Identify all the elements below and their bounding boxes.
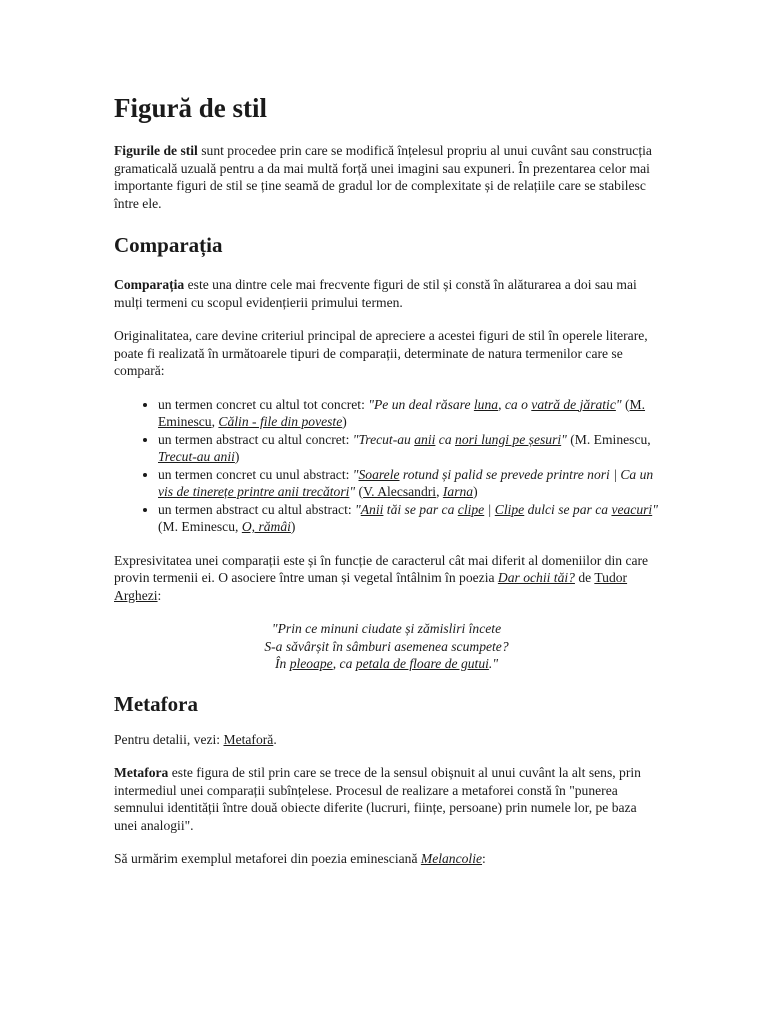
citation-text: ) [473, 484, 478, 499]
p2-text: Să urmărim exemplul metaforei din poezia eminesciană [114, 851, 421, 866]
link-clipe[interactable]: clipe [457, 501, 485, 517]
p3-text: de [574, 570, 595, 585]
quote-text: dulci se par ca [524, 501, 612, 517]
quote-text: rotund și palid se prevede printre nori | Ca un [399, 466, 654, 482]
article-content [114, 88, 659, 868]
citation-text: ) [290, 519, 296, 534]
poem-text: ." [488, 656, 499, 671]
quote-text: tăi se par ca [383, 501, 458, 517]
quote-text: " [352, 466, 359, 482]
comparatia-paragraph-2: Originalitatea, care devine criteriul principal de apreciere a acestei figuri de stil în operele literare, poate fi realizată în următoarele tipuri de comparații, determinate de natura termenilor care se compară: [114, 328, 648, 378]
quote-text: "Pe un deal răsare [368, 396, 474, 412]
quote-text: , ca o [498, 396, 532, 412]
link-poem-dar-ochii-tai[interactable]: Dar ochii tăi? [497, 570, 575, 585]
quote-text: "Trecut-au [352, 431, 415, 447]
p2-text: : [482, 851, 486, 866]
link-clipe-2[interactable]: Clipe [494, 501, 525, 517]
link-melancolie[interactable]: Melancolie [420, 851, 483, 866]
metafora-paragraph-2 [114, 850, 659, 868]
poem-quote [114, 620, 659, 673]
comparison-types-list [114, 396, 659, 536]
poem-text: În [274, 656, 290, 671]
page-title: Figură de stil [114, 93, 267, 123]
link-author-arghezi[interactable]: Tudor Arghezi [114, 570, 628, 603]
citation-text: (M. Eminescu, [158, 519, 242, 534]
quote-text: " [355, 501, 361, 517]
quote-text: " [615, 396, 622, 412]
link-petala-de-floare[interactable]: petala de floare de gutui [355, 656, 489, 671]
item-lead: un termen abstract cu altul abstract: [158, 501, 356, 517]
poem-line-2: S-a săvârșit în sâmburi asemenea scumpete? [264, 638, 509, 654]
metafora-p1-text: este figura de stil prin care se trece de la sensul obișnuit al unui cuvânt la alt sens, prin intermediul unei comparații subînțelese. Procesul de realizare a metaforei constă în "punerea semnului identității între două obiecte diferite (lucruri, ființe, persoane) prin numele lor, pe baza unei analogii". [114, 765, 641, 833]
item-lead: un termen concret cu altul tot concret: [158, 396, 369, 412]
comparatia-paragraph-3 [114, 552, 659, 605]
metafora-bold-term: Metafora [114, 765, 169, 780]
section-heading-metafora: Metafora [114, 691, 198, 716]
citation-text: ) [234, 449, 240, 464]
link-author-alecsandri[interactable]: V. Alecsandri [363, 484, 437, 499]
comparatia-paragraph-1 [114, 276, 659, 311]
citation-text: ( [621, 396, 630, 412]
citation-text: , [211, 414, 219, 429]
metafora-detail-note [114, 731, 659, 749]
link-work-iarna[interactable]: Iarna [442, 484, 474, 499]
comparatia-p1-text: este una dintre cele mai frecvente figuri de stil și constă în alăturarea a doi sau mai mulți termeni cu scopul evidențierii primului termen. [114, 277, 637, 310]
item-quote [353, 432, 567, 447]
citation-text: ( [355, 484, 364, 499]
intro-paragraph [114, 142, 659, 212]
link-work-calin[interactable]: Călin - file din poveste [218, 414, 343, 429]
item-lead: un termen concret cu unul abstract: [158, 466, 353, 482]
item-lead: un termen abstract cu altul concret: [158, 431, 353, 447]
intro-bold-term: Figurile de stil [114, 143, 198, 158]
section-heading-comparatia: Comparația [114, 233, 223, 257]
link-author-eminescu[interactable]: M. Eminescu [158, 396, 646, 429]
quote-text: " [652, 501, 658, 517]
poem-line-1: "Prin ce minuni ciudate și zămisliri încete [271, 621, 502, 636]
poem-line-3 [114, 655, 659, 673]
quote-text: " [349, 484, 356, 499]
link-veacuri[interactable]: veacuri [611, 501, 653, 517]
link-pleoape[interactable]: pleoape [289, 656, 333, 671]
link-anii-2[interactable]: Anii [360, 501, 384, 517]
list-item [158, 466, 659, 501]
list-item [158, 431, 659, 466]
citation-text: (M. Eminescu, [566, 431, 651, 447]
link-vatra-de-jaratic[interactable]: vatră de jăratic [531, 396, 616, 412]
citation-text: , [436, 484, 443, 499]
citation-text: ) [342, 414, 347, 429]
intro-text: sunt procedee prin care se modifică înțelesul propriu al unui cuvânt sau construcția gramaticală uzuală pentru a da mai multă forță unei imagini sau expuneri. În prezentarea celor mai importante figuri de stil se ține seamă de gradul lor de complexitate și de relațiile care se stabilesc între ele. [114, 143, 652, 211]
item-quote [355, 502, 658, 517]
link-anii[interactable]: anii [414, 431, 436, 447]
item-quote [368, 397, 621, 412]
p3-text: : [157, 587, 162, 603]
link-nori-lungi[interactable]: nori lungi pe șesuri [455, 431, 562, 447]
metafora-paragraph-1 [114, 764, 659, 834]
list-item [158, 501, 659, 536]
quote-text: ca [435, 431, 456, 447]
link-work-trecut-au-anii[interactable]: Trecut-au anii [158, 449, 235, 464]
quote-text: " [561, 431, 567, 447]
quote-text: | [484, 501, 495, 517]
link-work-o-ramai[interactable]: O, rămâi [241, 519, 291, 534]
poem-text: , ca [332, 656, 356, 671]
detail-text: . [273, 731, 277, 747]
link-luna[interactable]: luna [473, 396, 499, 412]
link-soarele[interactable]: Soarele [358, 466, 400, 482]
list-item [158, 396, 659, 431]
comparatia-bold-term: Comparația [114, 277, 185, 292]
p3-text: Expresivitatea unei comparații este și în funcție de caracterul cât mai diferit al domeniilor din care provin termenii ei. O asociere între uman și vegetal întâlnim în poezia [114, 552, 649, 585]
link-vis-de-tinerete[interactable]: vis de tinerețe printre anii trecători [158, 484, 350, 499]
detail-text: Pentru detalii, vezi: [114, 731, 224, 747]
link-metafora[interactable]: Metaforă [223, 731, 274, 747]
